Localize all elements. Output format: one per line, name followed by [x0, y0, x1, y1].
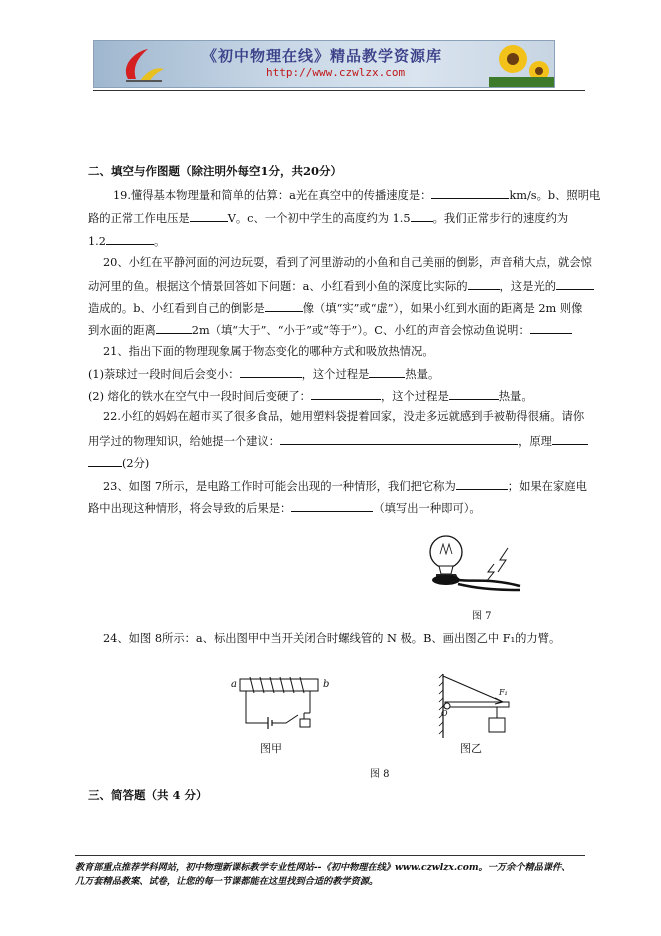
label-b: b: [323, 679, 330, 690]
switch-icon: [272, 713, 304, 723]
rope: [443, 676, 503, 702]
answer-blank[interactable]: [311, 388, 381, 400]
spark-icon: [498, 548, 508, 572]
figure-8a-caption: 图甲: [260, 742, 282, 755]
q22-line2: 用学过的物理知识，给她提一个建议： ，原理: [88, 433, 588, 449]
header-rule: [93, 90, 585, 91]
site-logo: [112, 45, 172, 85]
figure-8-caption: 图 8: [370, 769, 390, 780]
q20-line3: 造成的。b、小红看到自己的倒影是 像（填“实”或“虚”），如果小红到水面的距离是 2m 则像: [88, 302, 583, 315]
q20-line1: 20、小红在平静河面的河边玩耍，看到了河里游动的小鱼和自己美丽的倒影，声音稍大点，就会惊: [103, 256, 592, 269]
answer-blank[interactable]: [265, 300, 303, 312]
figure-8a-solenoid-circuit: [228, 675, 333, 735]
q20-line2: 动河里的鱼。根据这个情景回答如下问题：a、小红看到小鱼的深度比实际的 ，这是光的: [88, 278, 594, 294]
q22-line1: 22.小红的妈妈在超市买了很多食品，她用塑料袋提着回家，没走多远就感到手被勒得很痛。请你: [103, 410, 585, 423]
figure-7-bulb-short-circuit: [420, 530, 530, 605]
footer-line1: 教育部重点推荐学科网站，初中物理新课标教学专业性网站--《初中物理在线》www.czwlzx.com。一万余个精品课件、: [75, 862, 571, 873]
answer-blank[interactable]: [468, 278, 500, 290]
footer-line2: 几万套精品教案、试卷，让您的每一节课都能在这里找到合适的教学资源。: [75, 876, 379, 887]
section-2-heading: 二、填空与作图题（除注明外每空1分，共20分）: [88, 164, 343, 178]
q24-line1: 24、如图 8所示：a、标出图甲中当开关闭合时螺线管的 N 极。B、画出图乙中 F₁的力臂。: [103, 632, 561, 645]
q19-line3: 1.2 。: [88, 235, 166, 248]
q21-line3: (2) 熔化的铁水在空气中一段时间后变硬了： ，这个过程是 热量。: [88, 390, 533, 403]
label-o: O: [441, 709, 448, 718]
banner-title: 《初中物理在线》精品教学资源库: [202, 47, 443, 65]
answer-blank[interactable]: [190, 210, 228, 222]
footer-rule: [75, 855, 585, 856]
answer-blank[interactable]: [369, 366, 405, 378]
q22-line3: (2分): [88, 455, 149, 471]
q23-line1: 23、如图 7所示，是电路工作时可能会出现的一种情形，我们把它称为 ；如果在家庭电: [103, 480, 587, 493]
answer-blank[interactable]: [449, 388, 499, 400]
answer-blank[interactable]: [530, 322, 572, 334]
figure-8b-lever: [437, 672, 517, 742]
answer-blank[interactable]: [280, 433, 518, 445]
answer-blank[interactable]: [88, 455, 122, 467]
figure-8b-caption: 图乙: [460, 742, 482, 755]
answer-blank[interactable]: [556, 278, 594, 290]
header-banner: [93, 40, 555, 88]
q19-line2: 路的正常工作电压是 V。c、一个初中学生的高度约为 1.5 。我们正常步行的速度约为: [88, 212, 569, 225]
answer-blank[interactable]: [291, 500, 373, 512]
banner-url: http://www.czwlzx.com: [266, 66, 406, 79]
weight-block: [489, 718, 505, 732]
answer-blank[interactable]: [411, 210, 433, 222]
bulb-icon: [430, 536, 462, 568]
section-3-heading: 三、简答题（共 4 分）: [88, 788, 208, 802]
figure-7-caption: 图 7: [472, 611, 492, 622]
answer-blank[interactable]: [456, 478, 508, 490]
answer-blank[interactable]: [552, 433, 588, 445]
battery-icon: [268, 717, 272, 729]
spark-icon: [486, 564, 494, 582]
q21-line1: 21、指出下面的物理现象属于物态变化的哪种方式和吸放热情况。: [103, 345, 434, 358]
q19-line1: 19.懂得基本物理量和简单的估算：a光在真空中的传播速度是： km/s。b、照明电: [113, 189, 601, 202]
answer-blank[interactable]: [156, 322, 192, 334]
q23-line2: 路中出现这种情形，将会导致的后果是： （填写出一种即可）。: [88, 502, 481, 515]
answer-blank[interactable]: [431, 187, 509, 199]
label-a: a: [231, 679, 237, 690]
sunflower-image: [489, 41, 554, 87]
answer-blank[interactable]: [240, 366, 302, 378]
answer-blank[interactable]: [106, 233, 154, 245]
label-f1: F₁: [499, 688, 508, 697]
q20-line4: 到水面的距离 2m（填“大于”、“小于”或“等于”）。C、小红的声音会惊动鱼说明：: [88, 322, 572, 338]
q21-line2: (1)萘球过一段时间后会变小： ，这个过程是 热量。: [88, 368, 440, 381]
